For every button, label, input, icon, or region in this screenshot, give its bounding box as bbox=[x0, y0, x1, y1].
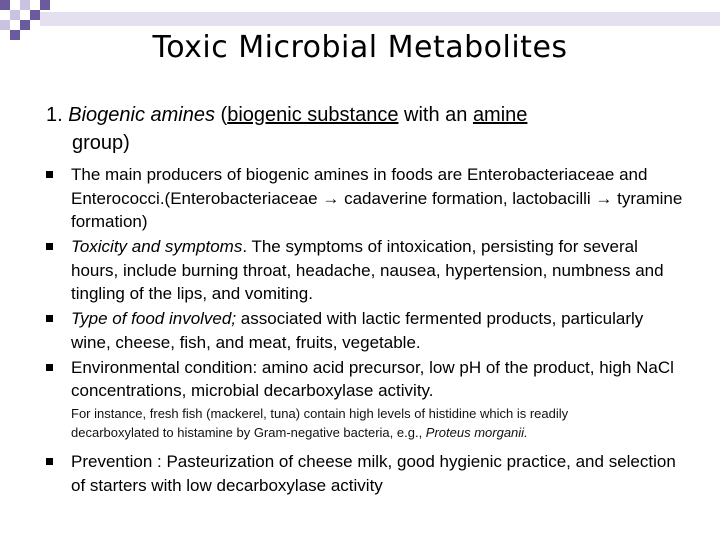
section-heading bbox=[46, 101, 666, 157]
checker-square bbox=[0, 20, 10, 30]
header-band bbox=[40, 12, 720, 26]
bullet-text: associated with lactic fermented products, particularly wine, cheese, fish, and meat, fruits, vegetable. bbox=[71, 309, 644, 352]
link-amine[interactable]: amine bbox=[472, 104, 528, 126]
checker-square bbox=[40, 0, 50, 10]
bullet-list bbox=[46, 163, 686, 499]
checker-square bbox=[30, 10, 40, 20]
checker-square bbox=[10, 10, 20, 20]
list-item bbox=[46, 235, 686, 306]
checker-square bbox=[20, 20, 30, 30]
bullet-text: The main producers of biogenic amines in foods are Enterobacteriaceae and Enterococci.(Enterobacteriaceae → cadaverine formation, lactobacilli → tyramine formation) bbox=[71, 165, 683, 231]
list-item bbox=[46, 450, 686, 497]
bullet-square-icon bbox=[46, 243, 53, 250]
heading-italic: Biogenic amines bbox=[68, 104, 215, 126]
bullet-text: Environmental condition: amino acid precursor, low pH of the product, high NaCl concentrations, microbial decarboxylase activity. bbox=[71, 357, 674, 400]
bullet-lead: Type of food involved; bbox=[71, 309, 237, 328]
list-item bbox=[46, 163, 686, 234]
heading-number: 1. bbox=[46, 104, 69, 126]
bullet-square-icon bbox=[46, 364, 53, 371]
link-biogenic-substance[interactable]: biogenic substance bbox=[227, 104, 399, 126]
bullet-text: . The symptoms of intoxication, persisting for several hours, include burning throat, headache, nausea, hypertension, numbness and tingling of the lips, and vomiting. bbox=[71, 237, 664, 303]
slide-title: Toxic Microbial Metabolites bbox=[152, 30, 568, 65]
bullet-lead: Toxicity and symptoms bbox=[71, 237, 243, 256]
list-item bbox=[46, 356, 686, 403]
sub-note-text: For instance, fresh fish (mackerel, tuna) contain high levels of histidine which is readily decarboxylated to histamine by Gram-negative bacteria, e.g., bbox=[71, 406, 569, 440]
bullet-square-icon bbox=[46, 315, 53, 322]
bullet-square-icon bbox=[46, 458, 53, 465]
heading-mid: with an bbox=[398, 104, 473, 126]
heading-paren: ( bbox=[215, 104, 228, 126]
checker-square bbox=[0, 0, 10, 10]
bullet-square-icon bbox=[46, 171, 53, 178]
list-item bbox=[46, 307, 686, 354]
bullet-text: Prevention : Pasteurization of cheese milk, good hygienic practice, and selection of starters with low decarboxylase activity bbox=[71, 452, 676, 495]
sub-note-italic: Proteus morganii. bbox=[425, 425, 528, 440]
sub-note bbox=[46, 404, 656, 442]
checker-square bbox=[20, 0, 30, 10]
heading-end: group) bbox=[72, 132, 130, 154]
